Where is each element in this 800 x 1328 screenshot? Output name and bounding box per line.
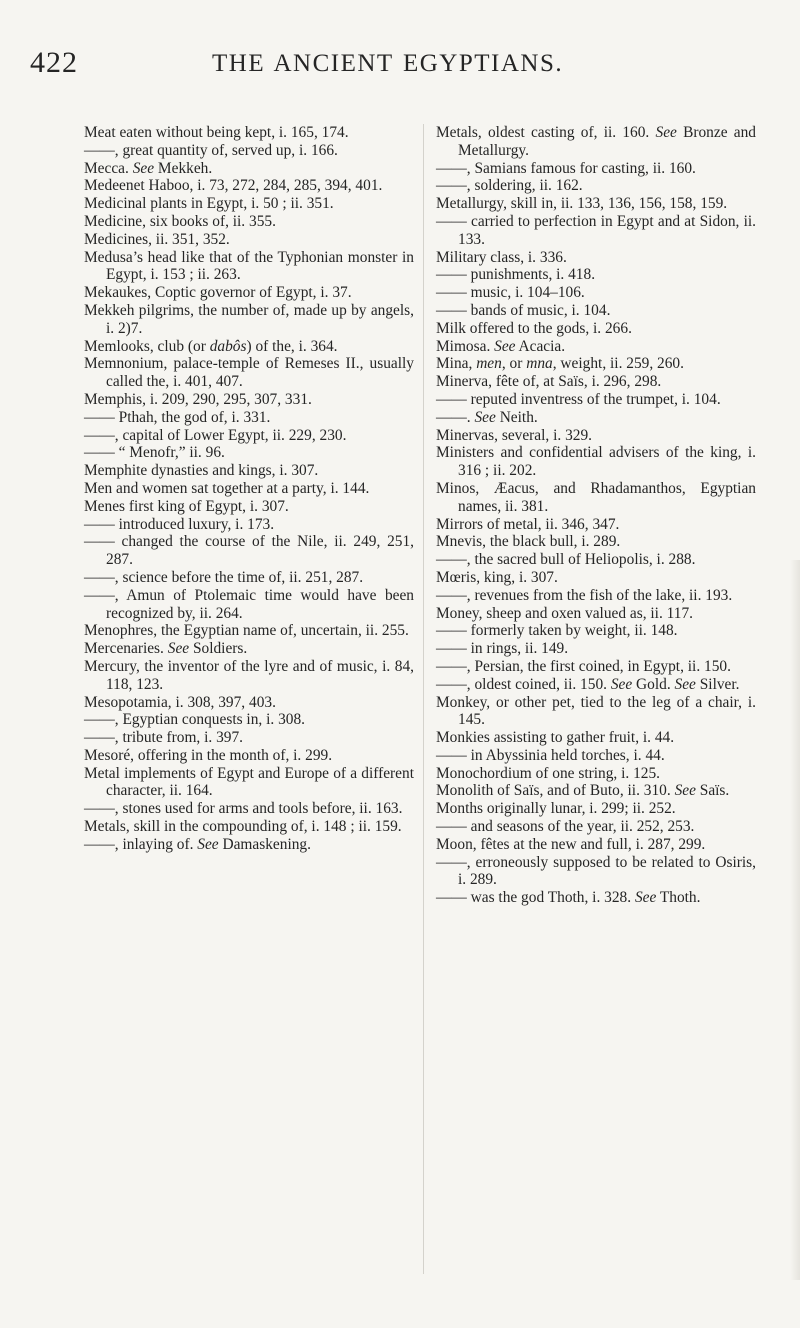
entry-italic-text: See — [494, 337, 516, 355]
index-entry — [436, 373, 756, 391]
entry-text: Damaskening. — [218, 835, 311, 853]
index-entry — [84, 391, 414, 409]
entry-text: Monkey, or other pet, tied to the leg of a chair, i. 145. — [436, 693, 756, 729]
entry-text: Meat eaten without being kept, i. 165, 174. — [84, 124, 349, 141]
entry-italic-text: See — [674, 782, 696, 800]
index-entry — [436, 302, 756, 320]
entry-text: ——, the sacred bull of Heliopolis, i. 288. — [436, 551, 696, 569]
index-column-left — [84, 124, 414, 854]
index-entry — [84, 622, 414, 640]
index-entry — [84, 177, 414, 195]
index-entry — [84, 444, 414, 462]
index-entry — [84, 658, 414, 694]
index-entry — [436, 533, 756, 551]
entry-text: ——, great quantity of, served up, i. 166. — [84, 141, 338, 159]
entry-text: Memphite dynasties and kings, i. 307. — [84, 462, 319, 480]
entry-text: Mesopotamia, i. 308, 397, 403. — [84, 693, 276, 711]
entry-text: Medicine, six books of, ii. 355. — [84, 212, 276, 230]
index-entry — [84, 800, 414, 818]
entry-italic-text: mna — [526, 355, 553, 373]
index-entry — [436, 355, 756, 373]
index-column-right — [436, 124, 756, 907]
index-entry — [436, 782, 756, 800]
entry-text: Medusa’s head like that of the Typhonian monster in Egypt, i. 153 ; ii. 263. — [84, 248, 414, 284]
index-entry — [84, 747, 414, 765]
index-entry — [84, 818, 414, 836]
index-entry — [436, 889, 756, 907]
entry-text: Mimosa. — [436, 337, 495, 355]
index-entry — [84, 213, 414, 231]
index-entry — [84, 195, 414, 213]
entry-text: ——, oldest coined, ii. 150. — [436, 675, 611, 693]
entry-text: Bronze and Metallurgy. — [458, 124, 756, 159]
entry-text: Medicinal plants in Egypt, i. 50 ; ii. 351. — [84, 195, 334, 213]
entry-text: Metallurgy, skill in, ii. 133, 136, 156, 158, 159. — [436, 195, 728, 213]
entry-text: Money, sheep and oxen valued as, ii. 117. — [436, 604, 694, 622]
entry-text: Mnevis, the black bull, i. 289. — [436, 533, 621, 551]
index-entry — [84, 284, 414, 302]
entry-text: Menes first king of Egypt, i. 307. — [84, 497, 289, 515]
entry-text: Mesoré, offering in the month of, i. 299. — [84, 746, 333, 764]
column-divider — [423, 124, 424, 1274]
index-entry — [436, 124, 756, 160]
entry-text: ——, stones used for arms and tools before, ii. 163. — [84, 800, 403, 818]
entry-text: —— reputed inventress of the trumpet, i. 104. — [436, 390, 721, 408]
entry-text: Metals, oldest casting of, ii. 160. — [436, 124, 656, 141]
entry-text: Military class, i. 336. — [436, 248, 567, 266]
index-entry — [436, 818, 756, 836]
entry-text: Milk offered to the gods, i. 266. — [436, 319, 632, 337]
entry-text: Mercenaries. — [84, 640, 168, 658]
index-entry — [84, 480, 414, 498]
index-entry — [84, 462, 414, 480]
index-entry — [436, 266, 756, 284]
index-entry — [436, 195, 756, 213]
entry-text: Memphis, i. 209, 290, 295, 307, 331. — [84, 390, 312, 408]
entry-text: Gold. — [632, 675, 675, 693]
entry-text: ——, Samians famous for casting, ii. 160. — [436, 159, 696, 177]
entry-italic-text: See — [674, 675, 696, 693]
running-title: THE ANCIENT EGYPTIANS. — [212, 50, 564, 77]
index-entry — [84, 302, 414, 338]
entry-text: Memlooks, club (or — [84, 337, 210, 355]
index-entry — [84, 355, 414, 391]
entry-italic-text: See — [167, 640, 190, 658]
index-entry — [84, 498, 414, 516]
entry-text: Monkies assisting to gather fruit, i. 44. — [436, 729, 675, 747]
entry-text: ——, Egyptian conquests in, i. 308. — [84, 711, 306, 729]
entry-text: Mina, — [436, 355, 477, 373]
entry-text: ——, tribute from, i. 397. — [84, 729, 244, 747]
entry-text: Mercury, the inventor of the lyre and of music, i. 84, 118, 123. — [84, 657, 414, 693]
index-entry — [84, 427, 414, 445]
entry-text: , or — [501, 355, 527, 373]
entry-text: Monochordium of one string, i. 125. — [436, 764, 660, 782]
entry-text: ——. — [436, 408, 475, 426]
index-entry — [84, 142, 414, 160]
index-entry — [436, 854, 756, 890]
entry-text: —— formerly taken by weight, ii. 148. — [436, 622, 678, 640]
entry-text: ——, capital of Lower Egypt, ii. 229, 230. — [84, 426, 347, 444]
index-entry — [436, 587, 756, 605]
entry-italic-text: See — [634, 889, 657, 907]
index-entry — [436, 729, 756, 747]
entry-italic-text: See — [655, 124, 677, 141]
entry-italic-text: See — [132, 159, 155, 177]
entry-text: Silver. — [695, 675, 740, 693]
entry-text: Mekaukes, Coptic governor of Egypt, i. 37. — [84, 284, 352, 302]
index-entry — [436, 177, 756, 195]
index-entry — [84, 249, 414, 285]
entry-text: Saïs. — [695, 782, 730, 800]
entry-text: Minos, Æacus, and Rhadamanthos, Egyptian names, ii. 381. — [436, 479, 756, 515]
entry-text: —— “ Menofr,” ii. 96. — [84, 444, 225, 462]
entry-text: Medeenet Haboo, i. 73, 272, 284, 285, 394, 401. — [84, 177, 383, 195]
page-header — [0, 46, 800, 96]
entry-text: ——, soldering, ii. 162. — [436, 177, 583, 195]
index-entry — [84, 640, 414, 658]
entry-text: —— introduced luxury, i. 173. — [84, 515, 275, 533]
index-entry — [84, 569, 414, 587]
index-entry — [84, 711, 414, 729]
index-entry — [84, 765, 414, 801]
index-entry — [436, 676, 756, 694]
index-entry — [436, 640, 756, 658]
index-entry — [84, 409, 414, 427]
entry-text: Minervas, several, i. 329. — [436, 426, 593, 444]
index-entry — [436, 516, 756, 534]
entry-text: Medicines, ii. 351, 352. — [84, 230, 230, 248]
entry-text: ——, science before the time of, ii. 251, 287. — [84, 568, 364, 586]
entry-text: Mekkeh pilgrims, the number of, made up by angels, i. 2)7. — [84, 301, 414, 337]
entry-text: Monolith of Saïs, and of Buto, ii. 310. — [436, 782, 675, 800]
entry-text: Metals, skill in the compounding of, i. 148 ; ii. 159. — [84, 818, 402, 836]
index-entry — [84, 836, 414, 854]
entry-italic-text: See — [197, 835, 219, 853]
index-entry — [436, 836, 756, 854]
index-entry — [436, 551, 756, 569]
entry-text: —— changed the course of the Nile, ii. 249, 251, 287. — [84, 533, 414, 569]
entry-text: Mekkeh. — [154, 159, 213, 177]
index-entry — [84, 124, 414, 142]
index-entry — [436, 605, 756, 623]
entry-text: —— was the god Thoth, i. 328. — [436, 889, 635, 907]
entry-text: Minerva, fête of, at Saïs, i. 296, 298. — [436, 373, 662, 391]
index-entry — [84, 516, 414, 534]
index-entry — [436, 249, 756, 267]
index-entry — [436, 444, 756, 480]
index-entry — [84, 694, 414, 712]
entry-text: —— and seasons of the year, ii. 252, 253. — [436, 818, 695, 836]
entry-text: Neith. — [495, 408, 538, 426]
entry-text: Mirrors of metal, ii. 346, 347. — [436, 515, 620, 533]
entry-text: —— Pthah, the god of, i. 331. — [84, 408, 271, 426]
index-entry — [436, 391, 756, 409]
entry-text: Thoth. — [656, 889, 701, 907]
index-entry — [84, 231, 414, 249]
index-entry — [84, 587, 414, 623]
page-edge-shadow — [790, 560, 800, 1280]
entry-text: Men and women sat together at a party, i. 144. — [84, 479, 370, 497]
entry-text: Moon, fêtes at the new and full, i. 287, 299. — [436, 835, 706, 853]
page-number: 422 — [30, 46, 78, 79]
entry-text: —— in Abyssinia held torches, i. 44. — [436, 746, 665, 764]
index-entry — [436, 338, 756, 356]
entry-text: ——, erroneously supposed to be related to Osiris, i. 289. — [436, 853, 756, 889]
index-entry — [436, 480, 756, 516]
index-entry — [436, 427, 756, 445]
index-entry — [436, 658, 756, 676]
index-entry — [84, 533, 414, 569]
index-entry — [436, 284, 756, 302]
entry-italic-text: dabôs — [209, 337, 247, 355]
index-entry — [436, 569, 756, 587]
entry-text: —— in rings, ii. 149. — [436, 640, 569, 658]
entry-text: ——, inlaying of. — [84, 835, 198, 853]
entry-text: Ministers and confidential advisers of the king, i. 316 ; ii. 202. — [436, 444, 756, 480]
entry-text: Soldiers. — [189, 640, 248, 658]
entry-text: —— carried to perfection in Egypt and at Sidon, ii. 133. — [436, 212, 756, 248]
entry-italic-text: See — [474, 408, 496, 426]
entry-text: Memnonium, palace-temple of Remeses II., usually called the, i. 401, 407. — [84, 355, 414, 391]
entry-text: Acacia. — [515, 337, 566, 355]
entry-text: ——, revenues from the fish of the lake, ii. 193. — [436, 586, 733, 604]
entry-text: , weight, ii. 259, 260. — [552, 355, 684, 373]
index-entry — [436, 800, 756, 818]
entry-text: Menophres, the Egyptian name of, uncertain, ii. 255. — [84, 622, 409, 640]
entry-text: —— punishments, i. 418. — [436, 266, 596, 284]
index-entry — [84, 338, 414, 356]
index-entry — [436, 160, 756, 178]
index-entry — [436, 747, 756, 765]
entry-italic-text: men — [476, 355, 502, 373]
entry-text: Mœris, king, i. 307. — [436, 568, 558, 586]
entry-text: Mecca. — [84, 159, 133, 177]
entry-text: ——, Persian, the first coined, in Egypt, ii. 150. — [436, 657, 731, 675]
entry-text: —— music, i. 104–106. — [436, 284, 585, 302]
entry-italic-text: See — [610, 675, 633, 693]
index-entry — [436, 213, 756, 249]
entry-text: Metal implements of Egypt and Europe of a different character, ii. 164. — [84, 764, 414, 800]
entry-text: ) of the, i. 364. — [246, 337, 338, 355]
entry-text: —— bands of music, i. 104. — [436, 301, 611, 319]
index-entry — [84, 729, 414, 747]
entry-text: Months originally lunar, i. 299; ii. 252. — [436, 800, 676, 818]
entry-text: ——, Amun of Ptolemaic time would have been recognized by, ii. 264. — [84, 586, 414, 622]
index-entry — [436, 622, 756, 640]
index-entry — [436, 765, 756, 783]
index-entry — [84, 160, 414, 178]
index-entry — [436, 409, 756, 427]
index-entry — [436, 320, 756, 338]
index-entry — [436, 694, 756, 730]
